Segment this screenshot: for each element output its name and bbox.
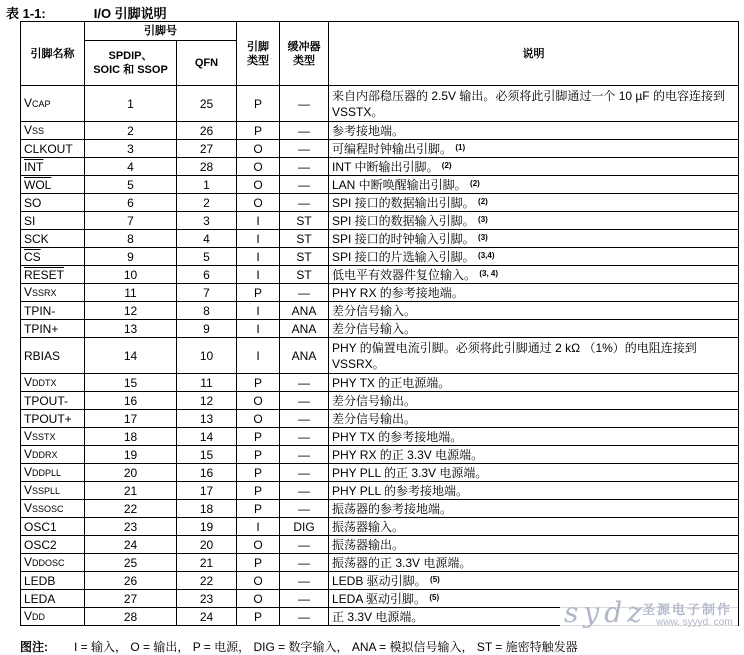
table-row xyxy=(21,410,739,428)
header-pin-type xyxy=(237,22,280,86)
pin-type: P xyxy=(237,482,280,500)
pin-name: CLKOUT xyxy=(24,141,73,156)
pin-name-suffix: DDRX xyxy=(32,450,58,460)
pin-name: VCAP xyxy=(24,96,51,110)
pin-name-cell xyxy=(21,446,85,464)
pin-number-qfn: 20 xyxy=(177,536,237,554)
pin-description-cell xyxy=(329,140,739,158)
buffer-type: — xyxy=(280,500,329,518)
pin-name: VDDOSC xyxy=(24,555,65,569)
pin-type: I xyxy=(237,248,280,266)
pin-number-spdip: 8 xyxy=(85,230,177,248)
buffer-type: — xyxy=(280,140,329,158)
pin-name: TPIN+ xyxy=(24,321,59,336)
pin-description: 振荡器输入。 xyxy=(332,519,405,534)
pin-number-spdip: 13 xyxy=(85,320,177,338)
pin-name-suffix: SSOSC xyxy=(32,504,64,514)
pin-name-cell xyxy=(21,302,85,320)
buffer-type: ST xyxy=(280,266,329,284)
pin-number-spdip: 1 xyxy=(85,86,177,122)
pin-description: 差分信号输出。 xyxy=(332,393,417,408)
pin-name-cell xyxy=(21,374,85,392)
pin-description: INT 中断输出引脚。 xyxy=(332,159,439,174)
pin-description: SPI 接口的片选输入引脚。 xyxy=(332,249,475,264)
pin-number-spdip: 11 xyxy=(85,284,177,302)
pin-name: TPOUT- xyxy=(24,393,68,408)
pin-number-qfn: 11 xyxy=(177,374,237,392)
buffer-type: — xyxy=(280,554,329,572)
pin-name-cell xyxy=(21,410,85,428)
pin-name-cell xyxy=(21,572,85,590)
legend-text: I = 输入， O = 输出， P = 电源， DIG = 数字输入， ANA = 模拟信号输入， ST = 施密特触发器 xyxy=(74,640,578,654)
pin-name: VSSTX xyxy=(24,429,56,443)
table-row xyxy=(21,212,739,230)
table-row xyxy=(21,194,739,212)
buffer-type: — xyxy=(280,158,329,176)
pin-description-cell xyxy=(329,464,739,482)
pin-name-suffix: DDOSC xyxy=(32,558,65,568)
buffer-type: — xyxy=(280,482,329,500)
header-pin-name: 引脚名称 xyxy=(21,22,85,86)
pin-name-suffix: DDTX xyxy=(32,378,57,388)
buffer-type: ST xyxy=(280,248,329,266)
buffer-type: — xyxy=(280,194,329,212)
footnote-ref: (2) xyxy=(441,160,452,170)
pin-name-suffix: DD xyxy=(32,612,46,622)
pin-description-cell xyxy=(329,122,739,140)
buffer-type: — xyxy=(280,608,329,626)
table-row xyxy=(21,284,739,302)
pin-name-cell xyxy=(21,194,85,212)
pin-type: I xyxy=(237,518,280,536)
pin-number-spdip: 23 xyxy=(85,518,177,536)
buffer-type: — xyxy=(280,176,329,194)
pin-name: $\overline{WOL}$ xyxy=(24,177,52,192)
table-row xyxy=(21,464,739,482)
table-row xyxy=(21,320,739,338)
legend xyxy=(20,638,578,655)
pin-name: VDDTX xyxy=(24,375,57,389)
pin-number-spdip: 12 xyxy=(85,302,177,320)
pin-number-spdip: 2 xyxy=(85,122,177,140)
pin-name: SI xyxy=(24,213,36,228)
pin-description: LAN 中断唤醒输出引脚。 xyxy=(332,177,467,192)
header-pin-type-text: 引脚 类型 xyxy=(247,40,269,67)
table-number: 表 1-1: xyxy=(6,6,46,21)
table-row xyxy=(21,158,739,176)
footnote-ref: (3, 4) xyxy=(479,268,499,278)
pin-name: LEDA xyxy=(24,591,56,606)
watermark-name: 圣源电子制作 xyxy=(642,602,733,617)
pin-number-spdip: 14 xyxy=(85,338,177,374)
pin-number-spdip: 5 xyxy=(85,176,177,194)
pin-type: P xyxy=(237,464,280,482)
pin-description-table xyxy=(20,21,739,626)
pin-type: I xyxy=(237,302,280,320)
pin-description-cell xyxy=(329,230,739,248)
table-row xyxy=(21,518,739,536)
pin-number-spdip: 16 xyxy=(85,392,177,410)
pin-name-cell xyxy=(21,536,85,554)
pin-number-qfn: 7 xyxy=(177,284,237,302)
pin-name-cell xyxy=(21,140,85,158)
pin-description-cell xyxy=(329,518,739,536)
pin-name-cell xyxy=(21,158,85,176)
footnote-ref: (5) xyxy=(429,592,440,602)
table-row xyxy=(21,302,739,320)
table-row xyxy=(21,122,739,140)
header-buffer-type-text: 缓冲器 类型 xyxy=(287,40,321,67)
pin-number-qfn: 1 xyxy=(177,176,237,194)
table-row xyxy=(21,266,739,284)
pin-number-spdip: 17 xyxy=(85,410,177,428)
pin-name-cell xyxy=(21,554,85,572)
pin-number-qfn: 26 xyxy=(177,122,237,140)
pin-description-cell xyxy=(329,266,739,284)
pin-type: O xyxy=(237,410,280,428)
pin-description: PHY RX 的参考接地端。 xyxy=(332,285,464,300)
pin-description: 正 3.3V 电源端。 xyxy=(332,609,424,624)
table-row xyxy=(21,230,739,248)
header-spdip xyxy=(85,41,177,86)
pin-number-qfn: 28 xyxy=(177,158,237,176)
pin-type: O xyxy=(237,176,280,194)
pin-description: 振荡器输出。 xyxy=(332,537,405,552)
pin-number-qfn: 14 xyxy=(177,428,237,446)
pin-number-spdip: 24 xyxy=(85,536,177,554)
pin-name-suffix: CAP xyxy=(32,99,51,109)
pin-name-cell xyxy=(21,482,85,500)
pin-type: P xyxy=(237,446,280,464)
pin-name: SO xyxy=(24,195,42,210)
pin-description-cell xyxy=(329,86,739,122)
pin-number-spdip: 21 xyxy=(85,482,177,500)
table-title xyxy=(6,3,167,22)
pin-number-spdip: 22 xyxy=(85,500,177,518)
buffer-type: DIG xyxy=(280,518,329,536)
pin-type: I xyxy=(237,320,280,338)
pin-number-qfn: 16 xyxy=(177,464,237,482)
watermark xyxy=(560,594,738,636)
pin-number-qfn: 8 xyxy=(177,302,237,320)
pin-number-spdip: 7 xyxy=(85,212,177,230)
pin-type: O xyxy=(237,536,280,554)
buffer-type: — xyxy=(280,446,329,464)
pin-description: PHY TX 的参考接地端。 xyxy=(332,429,463,444)
pin-type: O xyxy=(237,140,280,158)
pin-number-spdip: 19 xyxy=(85,446,177,464)
pin-name-cell xyxy=(21,500,85,518)
pin-number-qfn: 17 xyxy=(177,482,237,500)
pin-name: VDD xyxy=(24,609,46,623)
pin-type: I xyxy=(237,230,280,248)
pin-number-qfn: 2 xyxy=(177,194,237,212)
watermark-url: www. syyyd. com xyxy=(656,617,733,628)
buffer-type: ANA xyxy=(280,302,329,320)
pin-name-cell xyxy=(21,86,85,122)
table-body xyxy=(21,86,739,626)
pin-number-qfn: 21 xyxy=(177,554,237,572)
pin-type: O xyxy=(237,194,280,212)
pin-description: 参考接地端。 xyxy=(332,123,405,138)
pin-number-qfn: 10 xyxy=(177,338,237,374)
buffer-type: ST xyxy=(280,230,329,248)
pin-number-qfn: 15 xyxy=(177,446,237,464)
footnote-ref: (3) xyxy=(478,232,488,242)
pin-name-suffix: SSTX xyxy=(32,432,56,442)
pin-name: RESET xyxy=(24,267,65,282)
table-row xyxy=(21,554,739,572)
pin-description: 差分信号输出。 xyxy=(332,411,417,426)
pin-description: 低电平有效器件复位输入。 xyxy=(332,267,477,282)
pin-description-cell xyxy=(329,500,739,518)
watermark-logo: sydz xyxy=(564,596,647,629)
pin-type: P xyxy=(237,122,280,140)
pin-number-qfn: 12 xyxy=(177,392,237,410)
pin-type: O xyxy=(237,392,280,410)
pin-description: PHY TX 的正电源端。 xyxy=(332,375,451,390)
pin-description-cell xyxy=(329,248,739,266)
table-row xyxy=(21,446,739,464)
pin-number-qfn: 27 xyxy=(177,140,237,158)
pin-number-spdip: 10 xyxy=(85,266,177,284)
pin-name-suffix: SS xyxy=(32,126,45,136)
pin-description: 可编程时钟输出引脚。 xyxy=(332,141,453,156)
pin-description: PHY PLL 的正 3.3V 电源端。 xyxy=(332,465,488,480)
pin-number-qfn: 3 xyxy=(177,212,237,230)
pin-name-suffix: SSRX xyxy=(32,288,57,298)
buffer-type: — xyxy=(280,392,329,410)
pin-name-cell xyxy=(21,248,85,266)
pin-name: OSC1 xyxy=(24,519,57,534)
pin-type: O xyxy=(237,158,280,176)
pin-description-cell xyxy=(329,176,739,194)
pin-name: VDDRX xyxy=(24,447,58,461)
pin-name-cell xyxy=(21,518,85,536)
pin-description: SPI 接口的数据输入引脚。 xyxy=(332,213,475,228)
table-row xyxy=(21,338,739,374)
buffer-type: ANA xyxy=(280,320,329,338)
pin-name-cell xyxy=(21,266,85,284)
pin-description-cell xyxy=(329,572,739,590)
pin-name-cell xyxy=(21,212,85,230)
pin-name-cell xyxy=(21,320,85,338)
pin-name-suffix: SSPLL xyxy=(32,486,61,496)
pin-number-qfn: 24 xyxy=(177,608,237,626)
pin-name: VSSOSC xyxy=(24,501,64,515)
pin-number-qfn: 4 xyxy=(177,230,237,248)
pin-name: LEDB xyxy=(24,573,56,588)
buffer-type: ST xyxy=(280,212,329,230)
pin-name: VDDPLL xyxy=(24,465,62,479)
pin-number-spdip: 27 xyxy=(85,590,177,608)
pin-description-cell xyxy=(329,284,739,302)
pin-name-cell xyxy=(21,338,85,374)
pin-number-qfn: 23 xyxy=(177,590,237,608)
table-row xyxy=(21,176,739,194)
pin-number-qfn: 18 xyxy=(177,500,237,518)
buffer-type: — xyxy=(280,428,329,446)
table-row xyxy=(21,392,739,410)
pin-description-cell xyxy=(329,320,739,338)
pin-number-spdip: 9 xyxy=(85,248,177,266)
pin-description: 振荡器的参考接地端。 xyxy=(332,501,453,516)
buffer-type: — xyxy=(280,284,329,302)
pin-type: I xyxy=(237,338,280,374)
pin-description-cell xyxy=(329,338,739,374)
pin-name-cell xyxy=(21,590,85,608)
pin-name-cell xyxy=(21,464,85,482)
pin-name-cell xyxy=(21,122,85,140)
pin-number-spdip: 3 xyxy=(85,140,177,158)
pin-name-cell xyxy=(21,428,85,446)
pin-number-spdip: 15 xyxy=(85,374,177,392)
pin-name: $\overline{INT}$ xyxy=(24,159,44,174)
pin-description-cell xyxy=(329,428,739,446)
pin-type: P xyxy=(237,554,280,572)
pin-number-spdip: 26 xyxy=(85,572,177,590)
header-qfn: QFN xyxy=(177,41,237,86)
pin-description-cell xyxy=(329,374,739,392)
pin-description-cell xyxy=(329,194,739,212)
pin-number-qfn: 19 xyxy=(177,518,237,536)
pin-name: SCK xyxy=(24,231,49,246)
pin-name-cell xyxy=(21,176,85,194)
pin-type: P xyxy=(237,608,280,626)
pin-name-cell xyxy=(21,230,85,248)
pin-name-cell xyxy=(21,608,85,626)
pin-description-cell xyxy=(329,212,739,230)
pin-description: SPI 接口的时钟输入引脚。 xyxy=(332,231,475,246)
pin-type: P xyxy=(237,374,280,392)
header-buffer-type xyxy=(280,22,329,86)
pin-description-cell xyxy=(329,482,739,500)
pin-description: 差分信号输入。 xyxy=(332,303,417,318)
pin-description-cell xyxy=(329,302,739,320)
pin-name: TPOUT+ xyxy=(24,411,72,426)
buffer-type: — xyxy=(280,410,329,428)
table-row xyxy=(21,572,739,590)
buffer-type: — xyxy=(280,122,329,140)
pin-name-suffix: DDPLL xyxy=(32,468,62,478)
pin-name: OSC2 xyxy=(24,537,57,552)
pin-number-spdip: 6 xyxy=(85,194,177,212)
table-row xyxy=(21,140,739,158)
footnote-ref: (2) xyxy=(470,178,480,188)
pin-type: P xyxy=(237,284,280,302)
pin-type: P xyxy=(237,86,280,122)
pin-description-cell xyxy=(329,446,739,464)
pin-description-cell xyxy=(329,410,739,428)
buffer-type: — xyxy=(280,572,329,590)
pin-description-cell xyxy=(329,392,739,410)
header-pin-number: 引脚号 xyxy=(85,22,237,41)
pin-name-cell xyxy=(21,284,85,302)
pin-number-spdip: 18 xyxy=(85,428,177,446)
table-row xyxy=(21,428,739,446)
pin-number-spdip: 25 xyxy=(85,554,177,572)
footnote-ref: (3,4) xyxy=(478,250,495,260)
pin-description-cell xyxy=(329,158,739,176)
footnote-ref: (3) xyxy=(478,214,488,224)
pin-number-qfn: 5 xyxy=(177,248,237,266)
table-name: I/O 引脚说明 xyxy=(93,6,167,21)
buffer-type: — xyxy=(280,374,329,392)
pin-name: $\overline{CS}$ xyxy=(24,249,41,264)
header-spdip-text: SPDIP、 SOIC 和 SSOP xyxy=(93,50,168,76)
pin-number-qfn: 6 xyxy=(177,266,237,284)
pin-type: P xyxy=(237,500,280,518)
table-row xyxy=(21,374,739,392)
pin-description-cell xyxy=(329,554,739,572)
table-row xyxy=(21,500,739,518)
table-row xyxy=(21,482,739,500)
pin-type: P xyxy=(237,428,280,446)
pin-number-spdip: 4 xyxy=(85,158,177,176)
pin-description: PHY PLL 的参考接地端。 xyxy=(332,483,469,498)
footnote-ref: (5) xyxy=(430,574,440,584)
pin-name: VSS xyxy=(24,123,45,137)
footnote-ref: (1) xyxy=(455,142,466,152)
pin-type: O xyxy=(237,590,280,608)
pin-type: O xyxy=(237,572,280,590)
pin-name: TPIN- xyxy=(24,303,56,318)
pin-description: PHY RX 的正 3.3V 电源端。 xyxy=(332,447,484,462)
pin-description: LEDB 驱动引脚。 xyxy=(332,573,427,588)
pin-description: 来自内部稳压器的 2.5V 输出。必须将此引脚通过一个 10 µF 的电容连接到 VSSTX。 xyxy=(332,88,725,119)
pin-number-spdip: 20 xyxy=(85,464,177,482)
pin-name: VSSPLL xyxy=(24,483,61,497)
table-row xyxy=(21,248,739,266)
buffer-type: ANA xyxy=(280,338,329,374)
legend-label: 图注: xyxy=(20,640,48,654)
pin-name-cell xyxy=(21,392,85,410)
pin-type: I xyxy=(237,266,280,284)
pin-name: VSSRX xyxy=(24,285,57,299)
header-description: 说明 xyxy=(329,22,739,86)
pin-number-qfn: 13 xyxy=(177,410,237,428)
buffer-type: — xyxy=(280,590,329,608)
pin-description: SPI 接口的数据输出引脚。 xyxy=(332,195,475,210)
pin-number-qfn: 9 xyxy=(177,320,237,338)
buffer-type: — xyxy=(280,86,329,122)
pin-number-spdip: 28 xyxy=(85,608,177,626)
table-row xyxy=(21,86,739,122)
pin-number-qfn: 25 xyxy=(177,86,237,122)
pin-description: 振荡器的正 3.3V 电源端。 xyxy=(332,555,472,570)
table-row xyxy=(21,536,739,554)
buffer-type: — xyxy=(280,536,329,554)
pin-description-cell xyxy=(329,536,739,554)
pin-description: 差分信号输入。 xyxy=(332,321,417,336)
pin-type: I xyxy=(237,212,280,230)
footnote-ref: (2) xyxy=(478,196,488,206)
pin-name: RBIAS xyxy=(24,348,61,363)
pin-description: LEDA 驱动引脚。 xyxy=(332,591,427,606)
pin-description: PHY 的偏置电流引脚。必须将此引脚通过 2 kΩ （1%）的电阻连接到 VSSRX。 xyxy=(332,340,697,371)
buffer-type: — xyxy=(280,464,329,482)
pin-number-qfn: 22 xyxy=(177,572,237,590)
